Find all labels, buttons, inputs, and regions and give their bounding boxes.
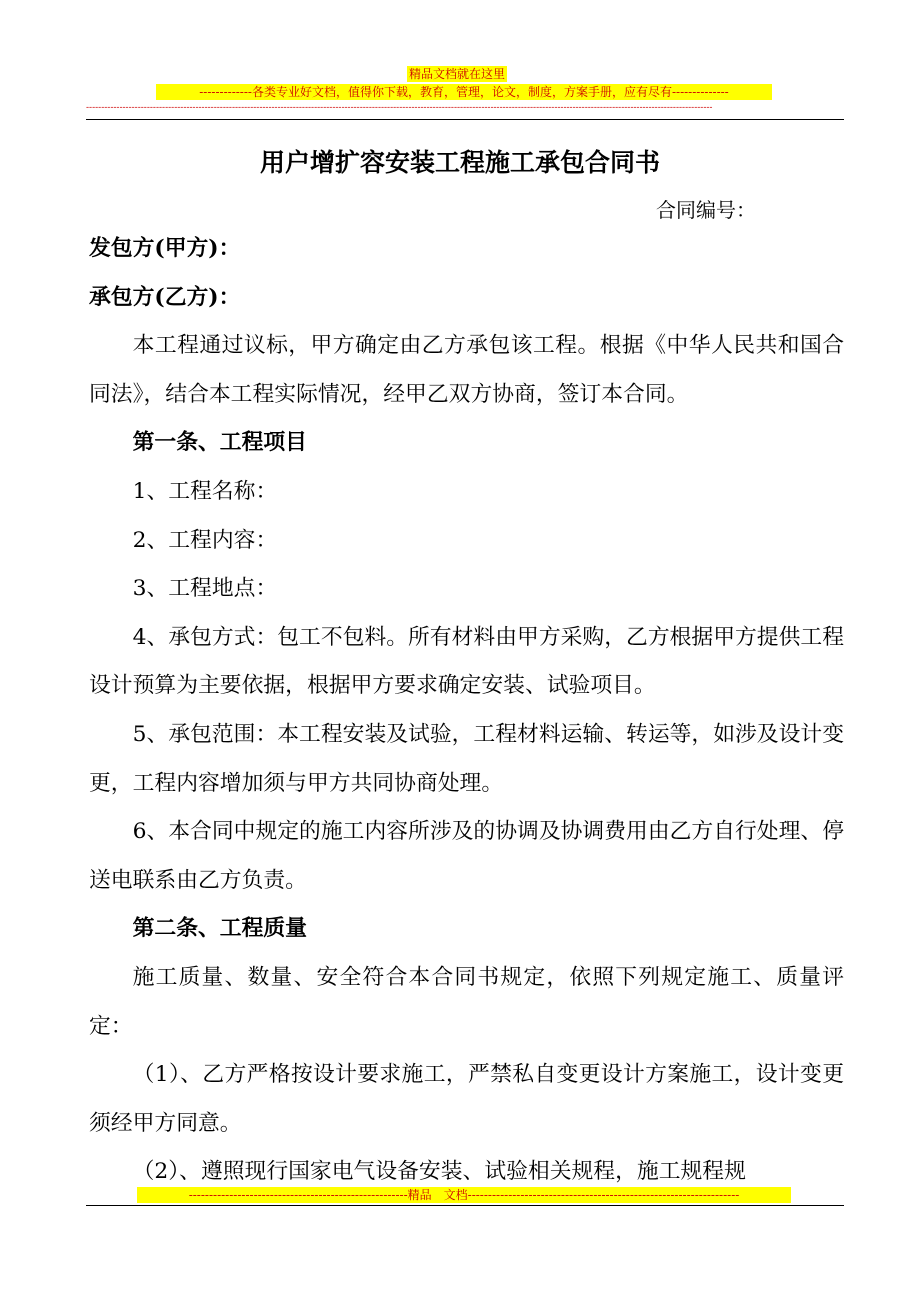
article-1-item: 1、工程名称：: [132, 478, 278, 504]
header-dash-line: --------------------------------------------------------------------------------------------------------------------------------------------------------------------------------------------------------------: [86, 103, 713, 113]
party-a-label: 发包方(甲方)：: [89, 236, 241, 261]
contract-number-label: 合同编号：: [656, 198, 756, 222]
party-b-label: 承包方(乙方)：: [89, 284, 241, 310]
article-2-item: （2）、遵照现行国家电气设备安装、试验相关规程，施工规程规: [132, 1159, 746, 1185]
article-2-item: （1）、乙方严格按设计要求施工，严禁私自变更设计方案施工，设计变更须经甲方同意。: [89, 1062, 844, 1136]
article-2-heading: 第二条、工程质量: [132, 916, 307, 942]
article-1-item: 3、工程地点：: [132, 576, 278, 602]
article-1-item: 2、工程内容：: [132, 527, 278, 553]
article-1-item: 6、本合同中规定的施工内容所涉及的协调及协调费用由乙方自行处理、停送电联系由乙方负责。: [89, 819, 844, 893]
header-top-label: 精品文档就在这里: [409, 67, 506, 81]
article-2-paragraph: 施工质量、数量、安全符合本合同书规定，依照下列规定施工、质量评定：: [89, 964, 844, 1039]
intro-paragraph: 本工程通过议标，甲方确定由乙方承包该工程。根据《中华人民共和国合同法》，结合本工程实际情况，经甲乙双方协商，签订本合同。: [89, 333, 844, 407]
header-banner: -------------各类专业好文档，值得你下载，教育，管理，论文，制度，方案手册，应有尽有--------------: [156, 84, 772, 100]
header-rule: [86, 119, 844, 120]
article-1-item: 5、承包范围：本工程安装及试验，工程材料运输、转运等，如涉及设计变更，工程内容增加须与甲方共同协商处理。: [89, 721, 844, 796]
document-body: [89, 225, 844, 1197]
article-1-heading: 第一条、工程项目: [132, 430, 307, 456]
document-title: 用户增扩容安装工程施工承包合同书: [259, 148, 660, 177]
footer-rule: [86, 1205, 844, 1206]
article-1-item: 4、承包方式：包工不包料。所有材料由甲方采购，乙方根据甲方提供工程设计预算为主要依据，根据甲方要求确定安装、试验项目。: [89, 624, 844, 699]
footer-banner: ------------------------------------------------------精品 文档-------------------------------------------------------------------: [137, 1187, 791, 1203]
